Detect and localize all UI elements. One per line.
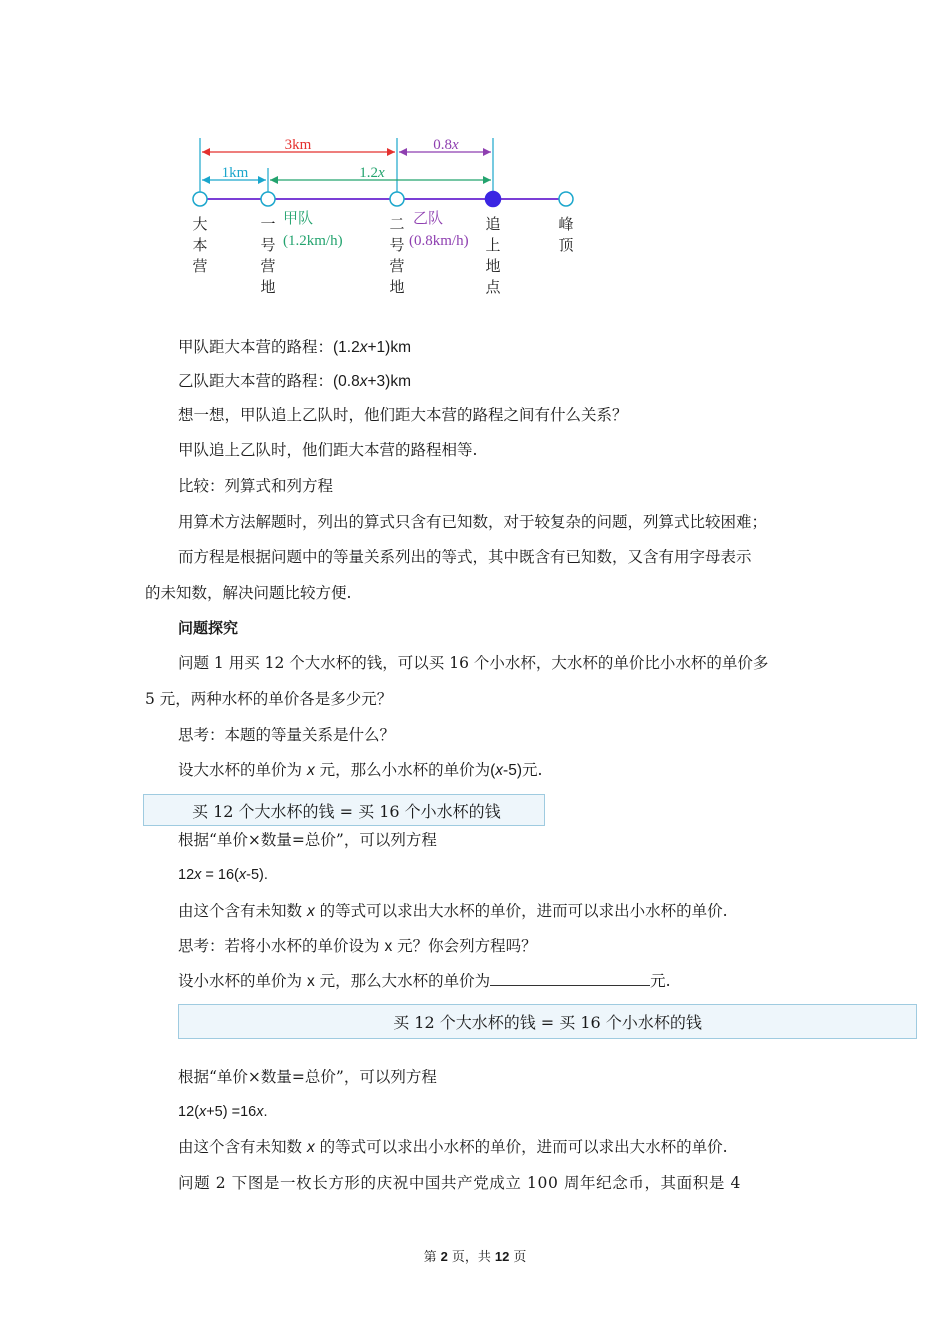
chase-diagram-svg <box>180 128 610 313</box>
think1: 思考：本题的等量关系是什么？ <box>178 726 396 744</box>
label-camp1-3: 营 <box>260 259 276 275</box>
label-base-2: 本 <box>192 238 208 254</box>
label-camp2-1: 二 <box>389 217 405 233</box>
arrowhead-jia-left <box>270 176 278 184</box>
page-footer: 第 2 页，共 12 页 <box>423 1249 527 1265</box>
equation1: 12x = 16(x-5). <box>178 867 268 883</box>
label-catch-2: 上 <box>485 238 501 254</box>
equality-box-1: 买 12 个大水杯的钱 = 买 16 个小水杯的钱 <box>143 794 545 826</box>
line-compare: 比较：列算式和列方程 <box>178 477 334 495</box>
label-3km: 3km <box>284 137 312 153</box>
team-yi-speed: (0.8km/h) <box>409 233 469 249</box>
equality-box-2: 买 12 个大水杯的钱 = 买 16 个小水杯的钱 <box>178 1004 917 1039</box>
think2: 思考：若将小水杯的单价设为 x 元？你会列方程吗？ <box>178 937 537 955</box>
label-catch-4: 点 <box>485 280 501 296</box>
label-camp2-2: 号 <box>389 238 405 254</box>
conclusion2: 由这个含有未知数 x 的等式可以求出小水杯的单价，进而可以求出大水杯的单价. <box>178 1138 728 1156</box>
chase-diagram <box>180 128 610 313</box>
location-labels <box>192 216 574 296</box>
label-camp1-2: 号 <box>260 238 276 254</box>
label-base-3: 营 <box>192 259 208 275</box>
conclusion1: 由这个含有未知数 x 的等式可以求出大水杯的单价，进而可以求出小水杯的单价. <box>178 902 728 920</box>
team-jia-speed: (1.2km/h) <box>283 233 343 249</box>
line-yi-distance: 乙队距大本营的路程：(0.8x+3)km <box>178 372 411 390</box>
team-jia-name: 甲队 <box>283 211 314 227</box>
label-peak-2: 顶 <box>558 238 574 254</box>
arrowhead-1km-left <box>202 176 210 184</box>
problem1-line2: 5 元，两种水杯的单价各是多少元？ <box>145 690 393 708</box>
arrowhead-3km-right <box>387 148 395 156</box>
label-jia-dist: 1.2x <box>359 165 385 181</box>
set1: 设大水杯的单价为 x 元，那么小水杯的单价为(x-5)元. <box>178 761 543 779</box>
label-camp1-1: 一 <box>260 217 276 233</box>
line-arith: 用算术方法解题时，列出的算式只含有已知数，对于较复杂的问题，列算式比较困难； <box>178 513 768 531</box>
line-equation-2: 的未知数，解决问题比较方便. <box>145 584 352 602</box>
label-camp1-4: 地 <box>260 280 276 296</box>
equation2: 12(x+5) =16x. <box>178 1104 268 1120</box>
basis2: 根据“单价×数量=总价”，可以列方程 <box>178 1068 437 1086</box>
set2: 设小水杯的单价为 x 元，那么大水杯的单价为 元. <box>178 972 671 990</box>
page-total: 12 <box>494 1249 510 1264</box>
label-camp2-4: 地 <box>389 280 405 296</box>
line-jia-distance: 甲队距大本营的路程：(1.2x+1)km <box>178 338 411 356</box>
label-yi-dist: 0.8x <box>433 137 459 153</box>
label-camp2-3: 营 <box>389 259 405 275</box>
page-number: 2 <box>440 1249 448 1264</box>
point-camp1 <box>261 192 275 206</box>
answer-blank[interactable] <box>490 970 650 986</box>
label-catch-1: 追 <box>485 217 501 233</box>
point-catch <box>486 192 501 207</box>
basis1: 根据“单价×数量=总价”，可以列方程 <box>178 831 437 849</box>
arrowhead-3km-left <box>202 148 210 156</box>
line-think: 想一想，甲队追上乙队时，他们距大本营的路程之间有什么关系？ <box>178 406 628 424</box>
label-1km: 1km <box>221 165 249 181</box>
label-base-1: 大 <box>192 217 208 233</box>
label-peak-1: 峰 <box>558 217 574 233</box>
line-answer: 甲队追上乙队时，他们距大本营的路程相等. <box>178 441 478 459</box>
team-yi-name: 乙队 <box>413 211 444 227</box>
problem2: 问题 2 下图是一枚长方形的庆祝中国共产党成立 100 周年纪念币，其面积是 4 <box>178 1174 741 1192</box>
arrowhead-yi-left <box>399 148 407 156</box>
arrowhead-1km-right <box>258 176 266 184</box>
point-base <box>193 192 207 206</box>
arrowhead-jia-right <box>483 176 491 184</box>
section-heading: 问题探究 <box>178 619 239 637</box>
label-catch-3: 地 <box>485 259 501 275</box>
arrowhead-yi-right <box>483 148 491 156</box>
problem1-line1: 问题 1 用买 12 个大水杯的钱，可以买 16 个小水杯，大水杯的单价比小水杯的单价多 <box>178 654 769 672</box>
point-peak <box>559 192 573 206</box>
line-equation-1: 而方程是根据问题中的等量关系列出的等式，其中既含有已知数，又含有用字母表示 <box>178 548 752 566</box>
point-camp2 <box>390 192 404 206</box>
